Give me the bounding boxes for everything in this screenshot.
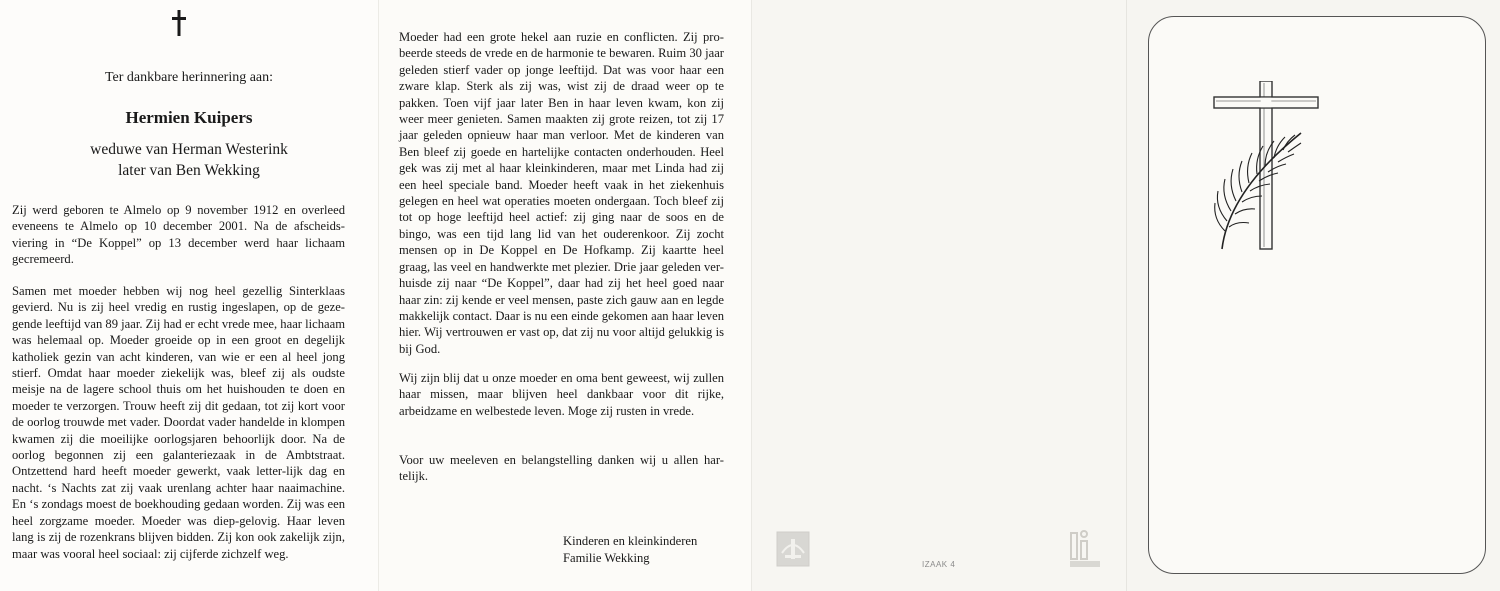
front-panel [1126, 0, 1500, 591]
life-story-continued-paragraph: Moeder had een grote hekel aan ruzie en conflicten. Zij pro-beerde steeds de vrede en de harmonie te bewaren. Ruim 30 jaar geleden stierf vader op jonge leeftijd. Dat was voor haar een zware klap. Sterk als zij was, wist zij de draad weer op te pakken. Toen vijf jaar later Ben in haar leven kwam, kon zij weer meer genieten. Samen maakten zij grote reizen, tot zij 17 jaar geleden opnieuw haar man verloor. Met de kinderen van Ben bleef zij goede en hartelijke contacten onderhouden. Heel gek was zij met al haar kleinkinderen, maar met Linda had zij een heel speciale band. Moeder heeft vaak in het ziekenhuis gelegen en heel wat operaties moeten ondergaan. Toch bleef zij tot op hoge leeftijd heel actief: zij ging naar de soos en de bingo, was een tijd lang lid van het ouderenkoor. Zij zocht mensen op in De Koppel en De Hofkamp. Zij kaartte heel graag, las veel en handwerkte met plezier. Drie jaar geleden ver-huisde zij naar “De Koppel”, daar had zij het heel goed naar haar zin: zij kende er veel mensen, paste zich gauw aan en legde makkelijk contact. Daar is nu een einde gekomen aan haar leven hier. Wij vertrouwen er vast op, dat zij nu voor altijd gelukkig is bij God. [399, 30, 724, 356]
widow-line-1: weduwe van Herman Westerink [90, 141, 288, 158]
thanks-paragraph: Voor uw meeleven en belangstelling danken wij u allen har-telijk. [399, 453, 724, 484]
back-panel [751, 0, 1127, 591]
middle-panel [378, 0, 752, 591]
printer-logo-icon [776, 531, 810, 567]
gratitude-paragraph: Wij zijn blij dat u onze moeder en oma bent geweest, wij zullen haar missen, maar blijven heel dankbaar voor dit rijke, arbeidzame en welbestede leven. Moge zij rusten in vrede. [399, 371, 724, 418]
signature-line-2: Familie Wekking [563, 551, 650, 565]
birth-death-paragraph: Zij werd geboren te Almelo op 9 november 1912 en overleed eveneens te Almelo op 10 december 2001. Na de afscheids-viering in “De Koppel” op 13 december werd haar lichaam gecremeerd. [12, 203, 345, 267]
cross-with-palm-icon [1209, 81, 1329, 261]
dedication-heading: Ter dankbare herinnering aan: [104, 70, 274, 85]
widow-line-2: later van Ben Wekking [118, 162, 260, 179]
latin-cross-icon [171, 10, 187, 36]
printer-code: IZAAK 4 [922, 560, 956, 569]
left-panel [0, 0, 378, 591]
publisher-logo-icon [1068, 527, 1102, 569]
life-story-paragraph: Samen met moeder hebben wij nog heel gezellig Sinterklaas gevierd. Nu is zij heel vredig en rustig ingeslapen, op de geze-gende leeftijd van 89 jaar. Zij had er echt vrede mee, haar lichaam was helemaal op. Moeder groeide op in een groot en degelijk katholiek gezin van acht kinderen, van wie er een al heel jong stierf. Omdat haar moeder ziekelijk was, bleef zij als oudste meisje na de lagere school thuis om het huishouden te doen en moeder te verzorgen. Trouw heeft zij dit gedaan, tot zij kort voor de oorlog trouwde met vader. Doordat vader handelde in klompen kwamen zij die moeilijke oorlogsjaren behoorlijk door. Na de oorlog begonnen zij een galanteriezaak in de Ambtstraat. Ontzettend hard heeft moeder gewerkt, vaak letter-lijk dag en nacht. ‘s Nachts zat zij vaak urenlang achter haar naaimachine. En ‘s zondags moest de boekhouding gedaan worden. Zij was een heel zorgzame moeder. Moeder was diep-gelovig. Haar leven lang is zij de rozenkrans blijven bidden. Zij kon ook zakelijk zijn, maar was vooral heel sociaal: zij cijferde zichzelf weg. [12, 284, 345, 561]
card-frame [1148, 16, 1486, 574]
deceased-name: Hermien Kuipers [125, 108, 253, 127]
signature-line-1: Kinderen en kleinkinderen [563, 534, 698, 548]
